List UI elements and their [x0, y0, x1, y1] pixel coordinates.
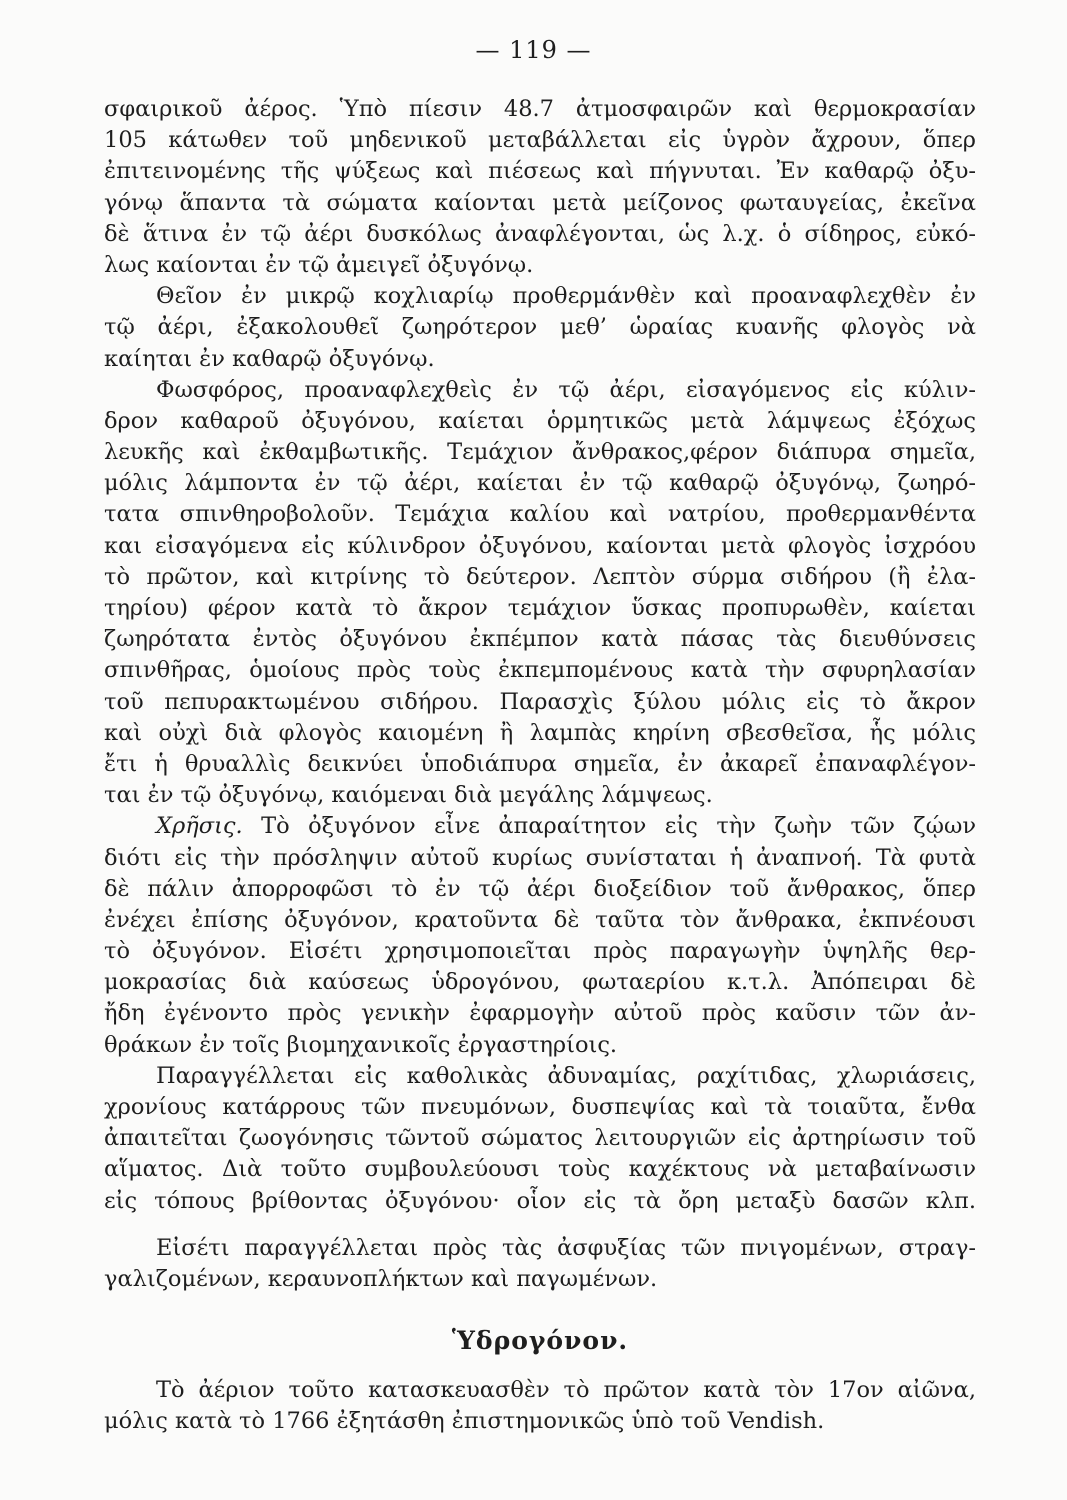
text-line: ται ἐν τῷ ὀξυγόνῳ, καιόμεναι διὰ μεγάλης λάμψεως.: [104, 782, 713, 809]
text-line: μόλις λάμποντα ἐν τῷ ἀέρι, καίεται ἐν τῷ καθαρῷ ὀξυγόνῳ, ζωηρό-: [104, 470, 976, 497]
text-line: τῷ ἀέρι, ἐξακολουθεῖ ζωηρότερον μεθ’ ὡραίας κυανῆς φλογὸς νὰ: [104, 314, 976, 341]
paragraph: [104, 1233, 976, 1295]
section-gap: [104, 1295, 976, 1323]
text-line: θράκων ἐν τοῖς βιομηχανικοῖς ἐργαστηρίοις.: [104, 1031, 618, 1058]
section-label: Χρῆσις.: [156, 813, 243, 840]
text-line: μόλις κατὰ τὸ 1766 ἐξητάσθη ἐπιστημονικῶς ὑπὸ τοῦ Vendish.: [104, 1408, 825, 1435]
text-line: ἤδη ἐγένοντο πρὸς γενικὴν ἐφαρμογὴν αὐτοῦ πρὸς καῦσιν τῶν ἀν-: [104, 1000, 976, 1027]
text-line: γόνῳ ἅπαντα τὰ σώματα καίονται μετὰ μείζονος φωταυγείας, ἐκεῖνα: [104, 189, 976, 216]
text-line: και εἰσαγόμενα εἰς κύλινδρον ὀξυγόνου, καίονται μετὰ φλογὸς ἰσχρόου: [104, 532, 976, 559]
text-line: Παραγγέλλεται εἰς καθολικὰς ἀδυναμίας, ραχίτιδας, χλωριάσεις,: [156, 1062, 976, 1089]
text-line: δὲ ἅτινα ἐν τῷ ἀέρι δυσκόλως ἀναφλέγονται, ὡς λ.χ. ὁ σίδηρος, εὐκό-: [104, 220, 976, 247]
text-line: δρον καθαροῦ ὀξυγόνου, καίεται ὁρμητικῶς μετὰ λάμψεως ἐξόχως: [104, 407, 976, 434]
text-line: καὶ οὐχὶ διὰ φλογὸς καιομένη ἢ λαμπὰς κηρίνη σβεσθεῖσα, ἧς μόλις: [104, 719, 976, 746]
text-line: τατα σπινθηροβολοῦν. Τεμάχια καλίου καὶ νατρίου, προθερμανθέντα: [104, 501, 976, 528]
text-line: 105 κάτωθεν τοῦ μηδενικοῦ μεταβάλλεται εἰς ὑγρὸν ἄχρουν, ὅπερ: [104, 127, 976, 154]
text-line: γαλιζομένων, κεραυνοπλήκτων καὶ παγωμένων.: [104, 1265, 658, 1292]
text-line: τὸ ὀξυγόνον. Εἰσέτι χρησιμοποιεῖται πρὸς παραγωγὴν ὑψηλῆς θερ-: [104, 938, 976, 965]
paragraph: [104, 1061, 976, 1217]
text-line: σφαιρικοῦ ἀέρος. Ὑπὸ πίεσιν 48.7 ἀτμοσφαιρῶν καὶ θερμοκρασίαν: [104, 96, 976, 122]
text-line: Εἰσέτι παραγγέλλεται πρὸς τὰς ἀσφυξίας τῶν πνιγομένων, στραγ-: [156, 1234, 976, 1261]
text-line: [104, 811, 976, 842]
text-line: αἵματος. Διὰ τοῦτο συμβουλεύουσι τοὺς καχέκτους νὰ μεταβαίνωσιν: [104, 1156, 976, 1183]
paragraph-gap: [104, 1217, 976, 1233]
text-span: Τὸ ὀξυγόνον εἶνε ἀπαραίτητον εἰς τὴν ζωὴν τῶν ζῴων: [261, 813, 976, 840]
section-heading: Ὑδρογόνον.: [451, 1326, 629, 1356]
text-line: ἐπιτεινομένης τῆς ψύξεως καὶ πιέσεως καὶ πήγνυται. Ἐν καθαρῷ ὀξυ-: [104, 158, 976, 185]
text-line: ἔτι ἡ θρυαλλὶς δεικνύει ὑποδιάπυρα σημεῖα, ἐν ἀκαρεῖ ἐπαναφλέγον-: [104, 750, 976, 777]
text-line: εἰς τόπους βρίθοντας ὀξυγόνου· οἷον εἰς τὰ ὄρη μεταξὺ δασῶν κλπ.: [104, 1187, 976, 1214]
text-line: ἀπαιτεῖται ζωογόνησις τῶντοῦ σώματος λειτουργιῶν εἰς ἀρτηρίωσιν τοῦ: [104, 1125, 976, 1152]
section-gap: [104, 1359, 976, 1375]
text-line: χρονίους κατάρρους τῶν πνευμόνων, δυσπεψίας καὶ τὰ τοιαῦτα, ἔνθα: [104, 1094, 976, 1120]
text-line: Τὸ ἀέριον τοῦτο κατασκευασθὲν τὸ πρῶτον κατὰ τὸν 17ον αἰῶνα,: [156, 1377, 976, 1404]
page-number: — 119 —: [475, 36, 592, 64]
paragraph-usage: [104, 811, 976, 1061]
body-text: [104, 94, 976, 1438]
text-line: λως καίονται ἐν τῷ ἀμειγεῖ ὀξυγόνῳ.: [104, 251, 534, 278]
text-line: ζωηρότατα ἐντὸς ὀξυγόνου ἐκπέμπον κατὰ πάσας τὰς διευθύνσεις: [104, 626, 976, 653]
text-line: Θεῖον ἐν μικρῷ κοχλιαρίῳ προθερμάνθὲν καὶ προαναφλεχθὲν ἐν: [156, 283, 976, 310]
text-line: μοκρασίας διὰ καύσεως ὑδρογόνου, φωταερίου κ.τ.λ. Ἀπόπειραι δὲ: [104, 969, 976, 996]
paragraph: [104, 281, 976, 375]
text-line: τηρίου) φέρον κατὰ τὸ ἄκρον τεμάχιον ὕσκας προπυρωθὲν, καίεται: [104, 595, 976, 621]
paragraph: [104, 1375, 976, 1437]
text-line: ἐνέχει ἐπίσης ὀξυγόνον, κρατοῦντα δὲ ταῦτα τὸν ἄνθρακα, ἐκπνέουσι: [104, 906, 976, 933]
text-line: διότι εἰς τὴν πρόσληψιν αὐτοῦ κυρίως συνίσταται ἡ ἀναπνοή. Τὰ φυτὰ: [104, 844, 976, 871]
text-line: σπινθῆρας, ὁμοίους πρὸς τοὺς ἐκπεμπομένους κατὰ τὴν σφυρηλασίαν: [104, 657, 976, 684]
text-line: λευκῆς καὶ ἐκθαμβωτικῆς. Τεμάχιον ἄνθρακος,φέρον διάπυρα σημεῖα,: [104, 439, 976, 466]
paragraph: [104, 94, 976, 281]
text-line: δὲ πάλιν ἀπορροφῶσι τὸ ἐν τῷ ἀέρι διοξείδιον τοῦ ἄνθρακος, ὅπερ: [104, 875, 976, 902]
text-line: τὸ πρῶτον, καὶ κιτρίνης τὸ δεύτερον. Λεπτὸν σύρμα σιδήρου (ἢ ἐλα-: [104, 563, 976, 590]
text-line: καίηται ἐν καθαρῷ ὀξυγόνῳ.: [104, 345, 435, 372]
paragraph: [104, 375, 976, 812]
text-line: τοῦ πεπυρακτωμένου σιδήρου. Παρασχὶς ξύλου μόλις εἰς τὸ ἄκρον: [104, 688, 976, 715]
text-line: Φωσφόρος, προαναφλεχθεὶς ἐν τῷ ἀέρι, εἰσαγόμενος εἰς κύλιν-: [156, 376, 976, 403]
